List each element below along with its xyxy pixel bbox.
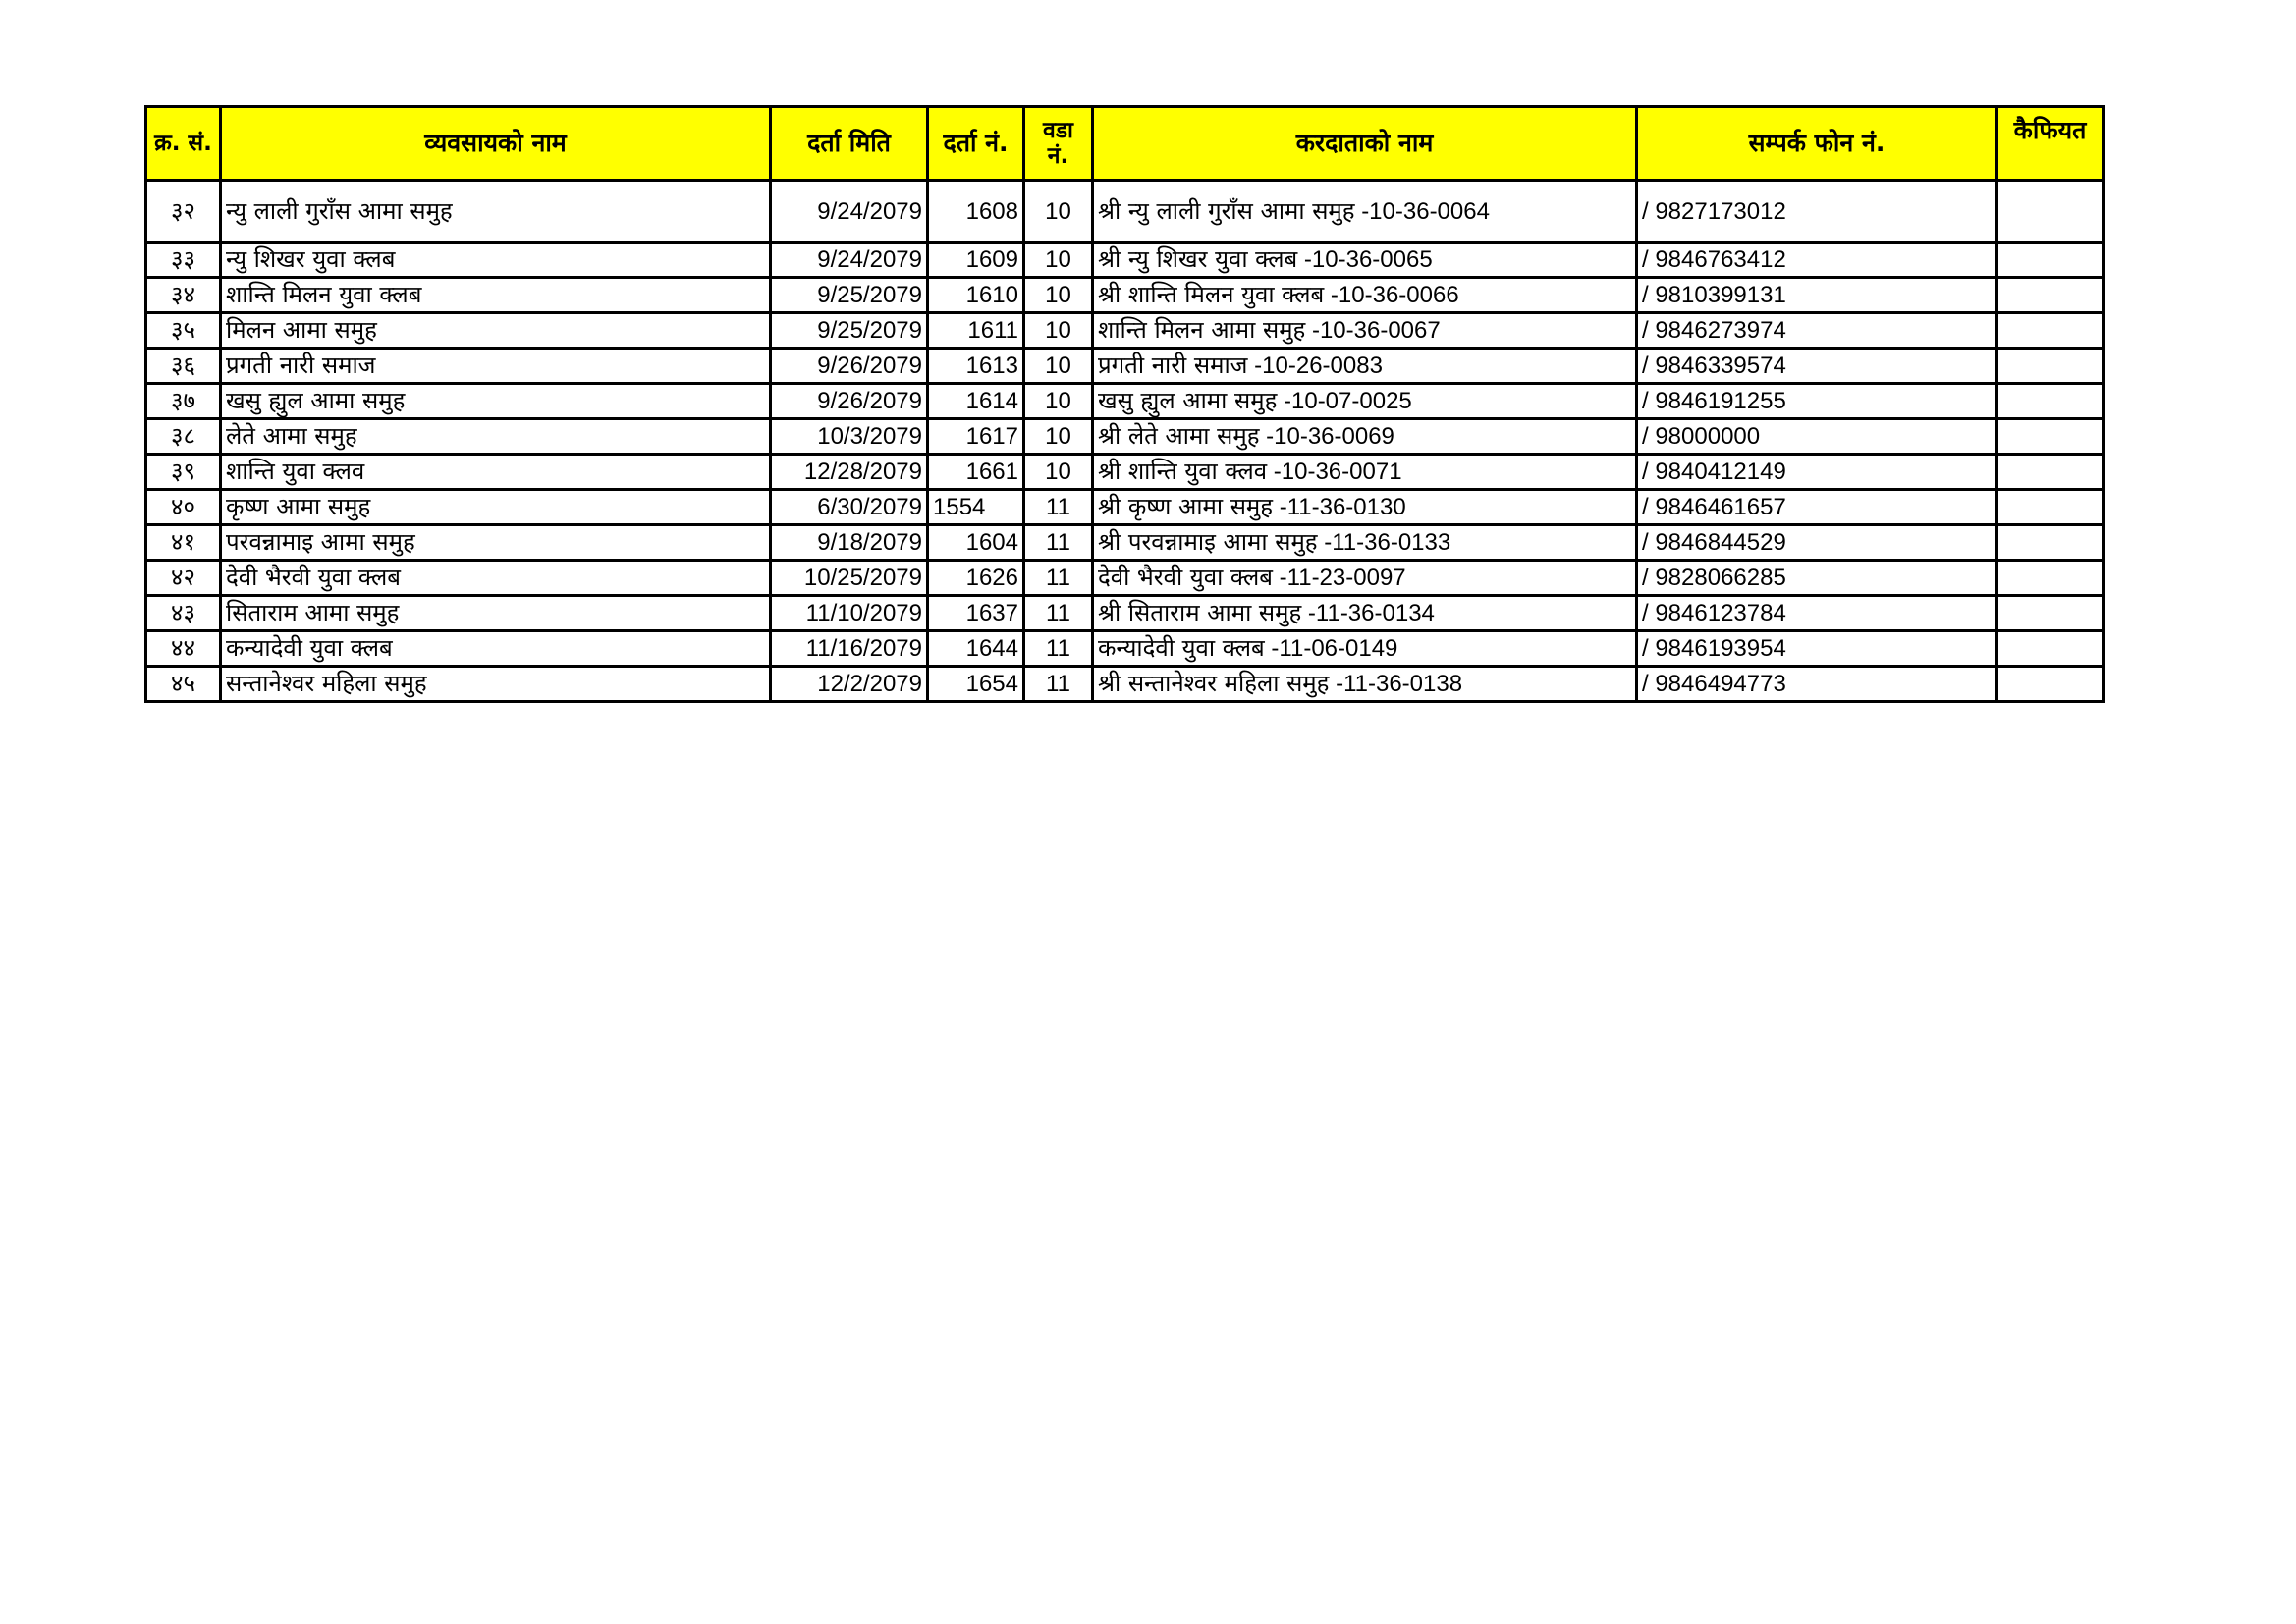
business-name-cell: प्रगती नारी समाज [221, 349, 771, 384]
contact-phone-cell: / 9846763412 [1637, 243, 1997, 278]
registration-date-cell: 12/28/2079 [771, 455, 928, 490]
serial-number-cell: ३९ [146, 455, 221, 490]
table-row [146, 349, 2104, 384]
taxpayer-code: -10-36-0071 [1273, 459, 1402, 485]
taxpayer-name-cell [1093, 278, 1637, 313]
ward-number-cell: 11 [1024, 490, 1093, 525]
table-row [146, 419, 2104, 455]
business-name-cell: सन्तानेश्वर महिला समुह [221, 667, 771, 702]
registration-date-cell: 12/2/2079 [771, 667, 928, 702]
business-name-cell: न्यु शिखर युवा क्लब [221, 243, 771, 278]
table-row [146, 384, 2104, 419]
taxpayer-name: श्री लेते आमा समुह [1098, 422, 1260, 450]
remarks-cell [1997, 349, 2104, 384]
remarks-cell [1997, 243, 2104, 278]
taxpayer-name: श्री न्यु लाली गुराँस आमा समुह [1098, 196, 1355, 225]
remarks-cell [1997, 419, 2104, 455]
registration-number-cell: 1613 [928, 349, 1024, 384]
taxpayer-name-cell [1093, 384, 1637, 419]
taxpayer-name-cell [1093, 243, 1637, 278]
serial-number-cell: ३८ [146, 419, 221, 455]
registration-number-cell: 1644 [928, 631, 1024, 667]
table-row [146, 631, 2104, 667]
serial-number-cell: ४५ [146, 667, 221, 702]
contact-phone-cell: / 9846844529 [1637, 525, 1997, 561]
registration-table [144, 105, 2105, 703]
ward-number-cell: 11 [1024, 667, 1093, 702]
header-registration-number: दर्ता नं. [928, 107, 1024, 181]
ward-number-cell: 10 [1024, 419, 1093, 455]
ward-number-cell: 10 [1024, 384, 1093, 419]
business-name-cell: लेते आमा समुह [221, 419, 771, 455]
serial-number-cell: ४३ [146, 596, 221, 631]
registration-number-cell: 1637 [928, 596, 1024, 631]
registration-date-cell: 9/25/2079 [771, 313, 928, 349]
taxpayer-name-cell [1093, 667, 1637, 702]
registration-number-cell: 1661 [928, 455, 1024, 490]
contact-phone-cell: / 9846494773 [1637, 667, 1997, 702]
taxpayer-code: -11-36-0138 [1336, 671, 1463, 697]
registration-date-cell: 9/25/2079 [771, 278, 928, 313]
business-name-cell: कृष्ण आमा समुह [221, 490, 771, 525]
taxpayer-name-cell [1093, 313, 1637, 349]
taxpayer-name: श्री कृष्ण आमा समुह [1098, 493, 1274, 520]
serial-number-cell: ३३ [146, 243, 221, 278]
header-serial-number: क्र. सं. [146, 107, 221, 181]
ward-number-cell: 10 [1024, 349, 1093, 384]
taxpayer-name-cell [1093, 490, 1637, 525]
table-row [146, 525, 2104, 561]
table-header-row [146, 107, 2104, 181]
remarks-cell [1997, 181, 2104, 243]
taxpayer-name-cell [1093, 455, 1637, 490]
registration-date-cell: 9/24/2079 [771, 181, 928, 243]
remarks-cell [1997, 631, 2104, 667]
registration-number-cell: 1554 [928, 490, 1024, 525]
business-name-cell: शान्ति युवा क्लव [221, 455, 771, 490]
taxpayer-name: खसु ह्युल आमा समुह [1098, 387, 1278, 414]
serial-number-cell: ४४ [146, 631, 221, 667]
contact-phone-cell: / 9846193954 [1637, 631, 1997, 667]
registration-number-cell: 1617 [928, 419, 1024, 455]
registration-number-cell: 1609 [928, 243, 1024, 278]
serial-number-cell: ४० [146, 490, 221, 525]
remarks-cell [1997, 490, 2104, 525]
table-row [146, 278, 2104, 313]
taxpayer-code: -10-36-0069 [1266, 423, 1394, 450]
contact-phone-cell: / 9846123784 [1637, 596, 1997, 631]
header-taxpayer-name: करदाताको नाम [1093, 107, 1637, 181]
serial-number-cell: ३७ [146, 384, 221, 419]
remarks-cell [1997, 278, 2104, 313]
taxpayer-code: -10-36-0067 [1311, 317, 1441, 344]
taxpayer-name: प्रगती नारी समाज [1098, 352, 1248, 379]
registration-number-cell: 1611 [928, 313, 1024, 349]
registration-number-cell: 1608 [928, 181, 1024, 243]
table-row [146, 181, 2104, 243]
business-name-cell: सिताराम आमा समुह [221, 596, 771, 631]
serial-number-cell: ३४ [146, 278, 221, 313]
taxpayer-code: -11-23-0097 [1279, 565, 1406, 591]
registration-date-cell: 11/16/2079 [771, 631, 928, 667]
taxpayer-name: कन्यादेवी युवा क्लब [1098, 634, 1265, 662]
table-row [146, 455, 2104, 490]
contact-phone-cell: / 9840412149 [1637, 455, 1997, 490]
registration-number-cell: 1654 [928, 667, 1024, 702]
contact-phone-cell: / 9810399131 [1637, 278, 1997, 313]
header-ward-number: वडा नं. [1024, 107, 1093, 181]
remarks-cell [1997, 561, 2104, 596]
contact-phone-cell: / 9846191255 [1637, 384, 1997, 419]
registration-number-cell: 1610 [928, 278, 1024, 313]
table-row [146, 561, 2104, 596]
business-name-cell: मिलन आमा समुह [221, 313, 771, 349]
ward-number-cell: 11 [1024, 631, 1093, 667]
taxpayer-code: -10-07-0025 [1284, 388, 1412, 414]
registration-date-cell: 6/30/2079 [771, 490, 928, 525]
header-contact-phone: सम्पर्क फोन नं. [1637, 107, 1997, 181]
business-name-cell: देवी भैरवी युवा क्लब [221, 561, 771, 596]
registration-number-cell: 1604 [928, 525, 1024, 561]
registration-date-cell: 9/26/2079 [771, 349, 928, 384]
registration-date-cell: 10/25/2079 [771, 561, 928, 596]
serial-number-cell: ४१ [146, 525, 221, 561]
taxpayer-name-cell [1093, 349, 1637, 384]
serial-number-cell: ४२ [146, 561, 221, 596]
table-row [146, 596, 2104, 631]
ward-number-cell: 11 [1024, 561, 1093, 596]
taxpayer-code: -11-36-0130 [1279, 494, 1406, 520]
taxpayer-name: श्री शान्ति मिलन युवा क्लब [1098, 281, 1325, 308]
header-registration-date: दर्ता मिति [771, 107, 928, 181]
taxpayer-code: -10-36-0066 [1330, 282, 1459, 308]
table-row [146, 243, 2104, 278]
serial-number-cell: ३२ [146, 181, 221, 243]
registration-number-cell: 1626 [928, 561, 1024, 596]
taxpayer-name-cell [1093, 596, 1637, 631]
serial-number-cell: ३६ [146, 349, 221, 384]
ward-number-cell: 10 [1024, 313, 1093, 349]
taxpayer-name-cell [1093, 419, 1637, 455]
serial-number-cell: ३५ [146, 313, 221, 349]
ward-number-cell: 11 [1024, 596, 1093, 631]
business-name-cell: कन्यादेवी युवा क्लब [221, 631, 771, 667]
contact-phone-cell: / 9846273974 [1637, 313, 1997, 349]
contact-phone-cell: / 98000000 [1637, 419, 1997, 455]
taxpayer-name: श्री न्यु शिखर युवा क्लब [1098, 245, 1298, 273]
registration-date-cell: 9/26/2079 [771, 384, 928, 419]
business-name-cell: न्यु लाली गुराँस आमा समुह [221, 181, 771, 243]
ward-number-cell: 10 [1024, 455, 1093, 490]
remarks-cell [1997, 596, 2104, 631]
taxpayer-name-cell [1093, 631, 1637, 667]
ward-number-cell: 10 [1024, 181, 1093, 243]
table-row [146, 667, 2104, 702]
ward-number-cell: 10 [1024, 278, 1093, 313]
business-name-cell: शान्ति मिलन युवा क्लब [221, 278, 771, 313]
remarks-cell [1997, 667, 2104, 702]
taxpayer-name: श्री सिताराम आमा समुह [1098, 599, 1302, 626]
contact-phone-cell: / 9846461657 [1637, 490, 1997, 525]
ward-number-cell: 10 [1024, 243, 1093, 278]
contact-phone-cell: / 9828066285 [1637, 561, 1997, 596]
taxpayer-code: -11-06-0149 [1271, 635, 1398, 662]
contact-phone-cell: / 9846339574 [1637, 349, 1997, 384]
taxpayer-name: श्री सन्तानेश्वर महिला समुह [1098, 670, 1330, 697]
registration-number-cell: 1614 [928, 384, 1024, 419]
registration-date-cell: 9/18/2079 [771, 525, 928, 561]
ward-number-cell: 11 [1024, 525, 1093, 561]
taxpayer-code: -10-26-0083 [1254, 352, 1383, 379]
registration-date-cell: 9/24/2079 [771, 243, 928, 278]
taxpayer-name-cell [1093, 561, 1637, 596]
remarks-cell [1997, 384, 2104, 419]
taxpayer-code: -11-36-0134 [1307, 600, 1435, 626]
taxpayer-name: देवी भैरवी युवा क्लब [1098, 564, 1273, 591]
taxpayer-name: शान्ति मिलन आमा समुह [1098, 316, 1306, 344]
taxpayer-code: -10-36-0064 [1361, 197, 1490, 225]
remarks-cell [1997, 455, 2104, 490]
contact-phone-cell: / 9827173012 [1637, 181, 1997, 243]
taxpayer-name: श्री परवन्नामाइ आमा समुह [1098, 528, 1318, 556]
table-row [146, 490, 2104, 525]
header-business-name: व्यवसायको नाम [221, 107, 771, 181]
taxpayer-code: -11-36-0133 [1324, 529, 1451, 556]
taxpayer-name-cell [1093, 525, 1637, 561]
remarks-cell [1997, 313, 2104, 349]
taxpayer-code: -10-36-0065 [1303, 246, 1433, 273]
remarks-cell [1997, 525, 2104, 561]
table-row [146, 313, 2104, 349]
business-name-cell: खसु ह्युल आमा समुह [221, 384, 771, 419]
taxpayer-name: श्री शान्ति युवा क्लव [1098, 458, 1268, 485]
registration-date-cell: 10/3/2079 [771, 419, 928, 455]
business-name-cell: परवन्नामाइ आमा समुह [221, 525, 771, 561]
taxpayer-name-cell [1093, 181, 1637, 243]
registration-date-cell: 11/10/2079 [771, 596, 928, 631]
header-remarks: कैफियत [1997, 107, 2104, 181]
